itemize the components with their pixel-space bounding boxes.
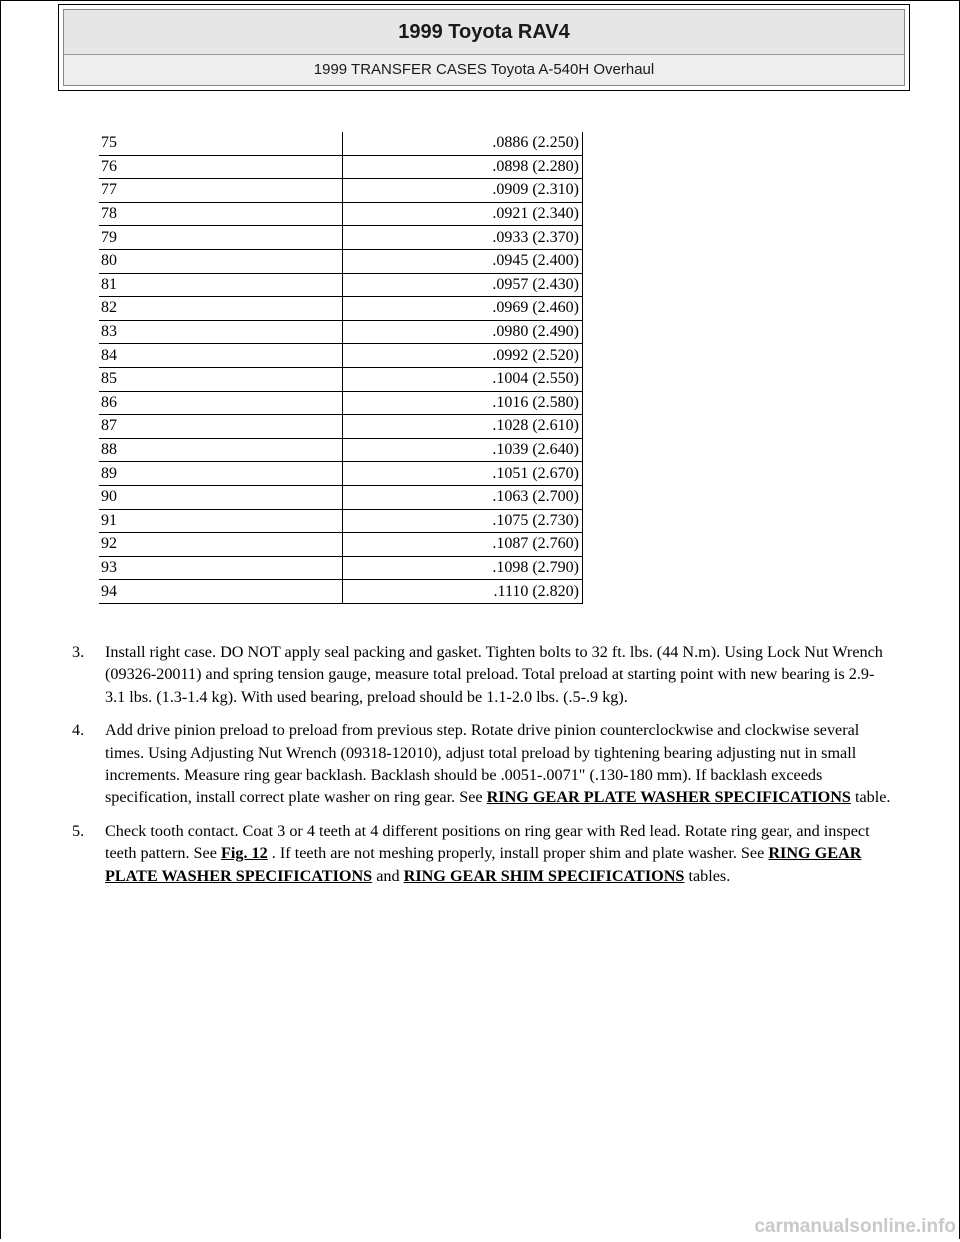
mark-cell: 80 [99, 249, 343, 273]
mark-cell: 79 [99, 226, 343, 250]
spec-table-body [99, 132, 583, 603]
thickness-cell: .1004 (2.550) [343, 367, 583, 391]
header-subtitle: 1999 TRANSFER CASES Toyota A-540H Overhaul [64, 55, 904, 85]
thickness-cell: .0933 (2.370) [343, 226, 583, 250]
mark-cell: 91 [99, 509, 343, 533]
table-row [99, 556, 583, 580]
thickness-cell: .0909 (2.310) [343, 179, 583, 203]
mark-cell: 86 [99, 391, 343, 415]
mark-cell: 77 [99, 179, 343, 203]
thickness-cell: .1110 (2.820) [343, 580, 583, 604]
mark-cell: 84 [99, 344, 343, 368]
mark-cell: 82 [99, 297, 343, 321]
step-number: 5. [72, 821, 85, 840]
table-row [99, 438, 583, 462]
thickness-cell: .1098 (2.790) [343, 556, 583, 580]
step-text [105, 719, 892, 809]
plate-washer-spec-table [99, 132, 583, 604]
table-row [99, 462, 583, 486]
header-title: 1999 Toyota RAV4 [64, 10, 904, 55]
plate-washer-spec-link[interactable]: RING GEAR PLATE WASHER SPECIFICATIONS [486, 788, 851, 807]
step-3 [72, 641, 892, 708]
table-row [99, 344, 583, 368]
mark-cell: 75 [99, 132, 343, 155]
table-row [99, 391, 583, 415]
plate-washer-spec-link[interactable]: RING GEAR PLATE WASHER SPECIFICATIONS [105, 844, 862, 885]
mark-cell: 89 [99, 462, 343, 486]
mark-cell: 88 [99, 438, 343, 462]
mark-cell: 85 [99, 367, 343, 391]
table-row [99, 132, 583, 155]
step-4 [72, 719, 892, 809]
table-row [99, 580, 583, 604]
table-row [99, 509, 583, 533]
step-text: Install right case. DO NOT apply seal packing and gasket. Tighten bolts to 32 ft. lbs. (44 N.m). Using Lock Nut Wrench (09326-20011) and spring tension gauge, measure total preload. Total preload at starting point with new bearing is 2.9-3.1 lbs. (1.3-1.4 kg). With used bearing, preload should be 1.1-2.0 lbs. (.5-.9 kg). [105, 643, 883, 706]
fig-12-link[interactable]: Fig. 12 [220, 844, 268, 863]
procedure-steps [72, 641, 892, 898]
table-row [99, 273, 583, 297]
step-number: 3. [72, 643, 85, 661]
thickness-cell: .1016 (2.580) [343, 391, 583, 415]
thickness-cell: .1028 (2.610) [343, 415, 583, 439]
thickness-cell: .0945 (2.400) [343, 249, 583, 273]
thickness-cell: .1075 (2.730) [343, 509, 583, 533]
thickness-cell: .1063 (2.700) [343, 485, 583, 509]
mark-cell: 81 [99, 273, 343, 297]
table-row [99, 367, 583, 391]
mark-cell: 83 [99, 320, 343, 344]
shim-spec-link[interactable]: RING GEAR SHIM SPECIFICATIONS [403, 866, 685, 885]
site-watermark: carmanualsonline.info [754, 1216, 956, 1237]
document-header [58, 4, 910, 91]
table-row [99, 415, 583, 439]
step-number: 4. [72, 721, 85, 740]
table-row [99, 179, 583, 203]
table-row [99, 320, 583, 344]
header-panel [63, 9, 905, 86]
step-text-part: Check tooth contact. Coat 3 or 4 teeth at 4 different positions on ring gear with Red lead. Rotate ring gear, and inspect teeth pattern. See [105, 821, 870, 863]
step-text-part: Add drive pinion preload to preload from previous step. Rotate drive pinion counterclockwise and clockwise several times. Using Adjusting Nut Wrench (09318-12010), adjust total preload by tightening bearing adjusting nut in small increments. Measure ring gear backlash. Backlash should be .0051-.0071" (.130-180 mm). If backlash exceeds specification, install correct plate washer on ring gear. See [105, 721, 860, 807]
thickness-cell: .0921 (2.340) [343, 202, 583, 226]
table-row [99, 297, 583, 321]
mark-cell: 90 [99, 485, 343, 509]
mark-cell: 93 [99, 556, 343, 580]
thickness-cell: .0898 (2.280) [343, 155, 583, 179]
thickness-cell: .0969 (2.460) [343, 297, 583, 321]
step-text-part: table. [850, 788, 891, 807]
mark-cell: 94 [99, 580, 343, 604]
thickness-cell: .0992 (2.520) [343, 344, 583, 368]
table-row [99, 155, 583, 179]
table-row [99, 533, 583, 557]
thickness-cell: .0957 (2.430) [343, 273, 583, 297]
thickness-cell: .1051 (2.670) [343, 462, 583, 486]
table-row [99, 249, 583, 273]
step-text-part: and [372, 866, 404, 885]
step-text-part: tables. [684, 866, 731, 885]
step-5 [72, 820, 892, 887]
table-row [99, 485, 583, 509]
table-row [99, 202, 583, 226]
mark-cell: 87 [99, 415, 343, 439]
mark-cell: 92 [99, 533, 343, 557]
mark-cell: 78 [99, 202, 343, 226]
mark-cell: 76 [99, 155, 343, 179]
thickness-cell: .0980 (2.490) [343, 320, 583, 344]
table-row [99, 226, 583, 250]
thickness-cell: .1039 (2.640) [343, 438, 583, 462]
step-text-part: . If teeth are not meshing properly, install proper shim and plate washer. See [267, 844, 769, 863]
thickness-cell: .0886 (2.250) [343, 132, 583, 155]
step-text [105, 820, 892, 887]
thickness-cell: .1087 (2.760) [343, 533, 583, 557]
